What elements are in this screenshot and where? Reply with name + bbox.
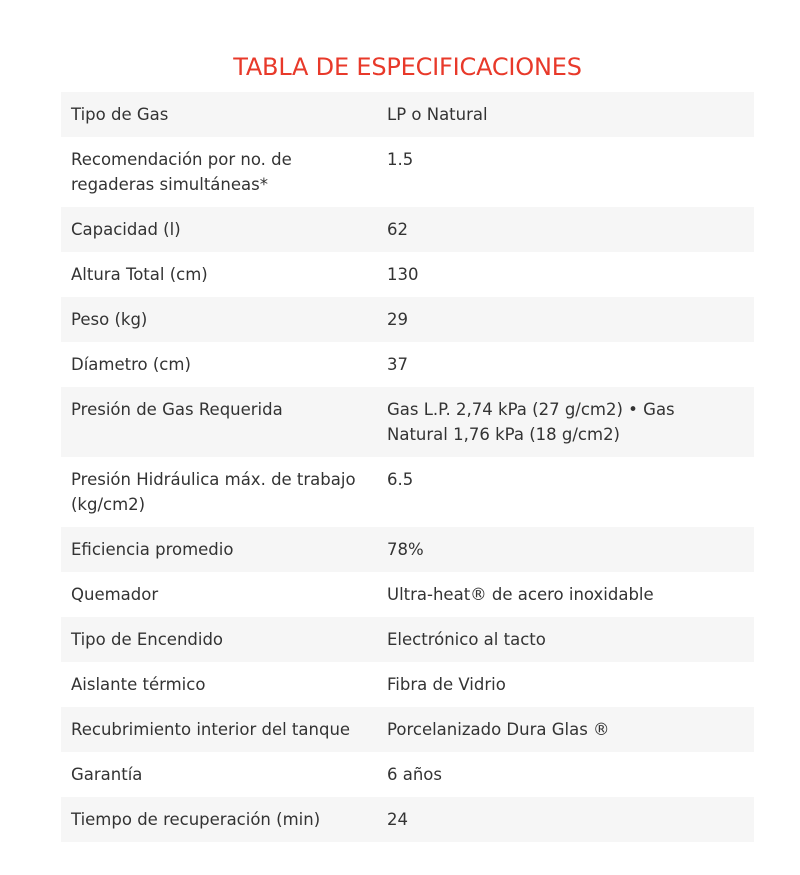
spec-value: LP o Natural bbox=[387, 105, 488, 124]
spec-value: 6.5 bbox=[387, 470, 414, 489]
spec-row bbox=[61, 207, 754, 252]
spec-label: Aislante térmico bbox=[71, 675, 206, 694]
spec-row bbox=[61, 297, 754, 342]
spec-row bbox=[61, 617, 754, 662]
spec-label: Altura Total (cm) bbox=[71, 265, 208, 284]
spec-value: Gas L.P. 2,74 kPa (27 g/cm2) • Gas Natural 1,76 kPa (18 g/cm2) bbox=[387, 400, 675, 444]
spec-row bbox=[61, 92, 754, 137]
spec-table bbox=[61, 92, 754, 842]
spec-label: Eficiencia promedio bbox=[71, 540, 234, 559]
spec-label: Tipo de Gas bbox=[71, 105, 169, 124]
spec-value: 24 bbox=[387, 810, 408, 829]
spec-value: 1.5 bbox=[387, 150, 414, 169]
spec-label: Díametro (cm) bbox=[71, 355, 191, 374]
spec-row bbox=[61, 572, 754, 617]
spec-label: Garantía bbox=[71, 765, 143, 784]
page-title: TABLA DE ESPECIFICACIONES bbox=[233, 53, 582, 81]
spec-row bbox=[61, 527, 754, 572]
spec-row bbox=[61, 457, 754, 527]
spec-label: Capacidad (l) bbox=[71, 220, 181, 239]
spec-row bbox=[61, 252, 754, 297]
spec-label: Presión de Gas Requerida bbox=[71, 400, 283, 419]
spec-label: Presión Hidráulica máx. de trabajo (kg/cm2) bbox=[71, 470, 356, 514]
spec-value: Porcelanizado Dura Glas ® bbox=[387, 720, 610, 739]
spec-row bbox=[61, 797, 754, 842]
spec-row bbox=[61, 662, 754, 707]
spec-value: Electrónico al tacto bbox=[387, 630, 546, 649]
spec-value: 29 bbox=[387, 310, 408, 329]
spec-value: 78% bbox=[387, 540, 424, 559]
spec-value: Fibra de Vidrio bbox=[387, 675, 506, 694]
spec-label: Recubrimiento interior del tanque bbox=[71, 720, 351, 739]
spec-value: 130 bbox=[387, 265, 419, 284]
spec-row bbox=[61, 387, 754, 457]
spec-row bbox=[61, 137, 754, 207]
spec-row bbox=[61, 342, 754, 387]
spec-value: 62 bbox=[387, 220, 408, 239]
spec-label: Recomendación por no. de regaderas simultáneas* bbox=[71, 150, 292, 194]
spec-value: 37 bbox=[387, 355, 408, 374]
spec-row bbox=[61, 752, 754, 797]
spec-value: Ultra-heat® de acero inoxidable bbox=[387, 585, 654, 604]
spec-label: Quemador bbox=[71, 585, 159, 604]
spec-label: Tiempo de recuperación (min) bbox=[71, 810, 321, 829]
spec-label: Tipo de Encendido bbox=[71, 630, 224, 649]
spec-row bbox=[61, 707, 754, 752]
spec-value: 6 años bbox=[387, 765, 443, 784]
spec-label: Peso (kg) bbox=[71, 310, 148, 329]
